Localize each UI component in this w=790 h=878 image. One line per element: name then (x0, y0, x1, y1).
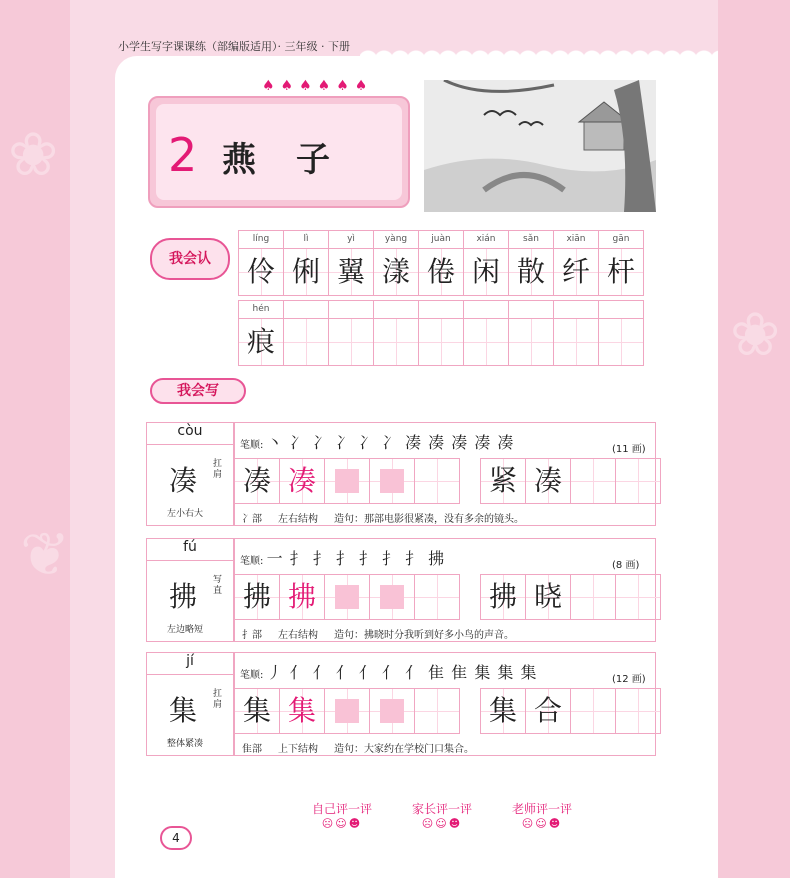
pinyin: sǎn (509, 231, 553, 249)
face-icons[interactable]: ☹☺☻ (521, 817, 563, 830)
stroke-order (240, 430, 514, 453)
char-cell (553, 230, 599, 296)
char-info (242, 626, 514, 641)
pinyin: xián (464, 231, 508, 249)
teacher-evaluation[interactable] (502, 800, 582, 830)
stroke-sequence: 丶 冫 冫 冫 冫 冫 凑 凑 凑 凑 凑 (266, 433, 515, 452)
character: 漾 (374, 249, 418, 295)
stroke-count: (12 画) (612, 674, 646, 685)
blank-cell[interactable] (570, 574, 616, 620)
stroke-sequence: 一 扌 扌 扌 扌 扌 扌 拂 (266, 549, 446, 568)
character: 伶 (239, 249, 283, 295)
char-model-box (146, 538, 234, 642)
page-number: 4 (160, 826, 192, 850)
pinyin: yì (329, 231, 373, 249)
practice-cell: 集 (279, 688, 325, 734)
example-sentence: 造句：大家约在学校门口集合。 (334, 744, 474, 755)
teacher-evaluation-label: 老师评一评 (511, 802, 572, 816)
self-evaluation-label: 自己评一评 (311, 802, 372, 816)
char-cell (463, 230, 509, 296)
pinyin: xiān (554, 231, 598, 249)
word-cell: 合 (525, 688, 571, 734)
pinyin: gān (599, 231, 643, 249)
stroke-label: 笔顺: (240, 440, 264, 451)
radical: 扌部 (242, 630, 262, 641)
blank-cell[interactable] (570, 458, 616, 504)
character[interactable] (464, 319, 508, 365)
practice-cell: 凑 (279, 458, 325, 504)
trace-cell[interactable] (369, 574, 415, 620)
char-cell (238, 300, 284, 366)
char-cell (418, 300, 464, 366)
pinyin (554, 301, 598, 319)
structure: 左右结构 (278, 630, 318, 641)
char-cell (598, 300, 644, 366)
model-character: 凑 (169, 464, 198, 497)
char-model-box (146, 422, 234, 526)
char-cell (598, 230, 644, 296)
structure: 上下结构 (278, 744, 318, 755)
practice-cell: 集 (234, 688, 280, 734)
char-model-box (146, 652, 234, 756)
character: 纤 (554, 249, 598, 295)
pinyin (284, 301, 328, 319)
char-cell (508, 230, 554, 296)
character: 散 (509, 249, 553, 295)
hint-side: 扛肩 (213, 689, 223, 710)
model-character: 拂 (169, 580, 198, 613)
write-badge (150, 378, 246, 404)
char-cell (508, 300, 554, 366)
word-cell: 紧 (480, 458, 526, 504)
trace-cell[interactable] (369, 688, 415, 734)
hint-bottom: 左小右大 (167, 509, 204, 519)
blank-cell[interactable] (615, 688, 661, 734)
blank-cell[interactable] (615, 574, 661, 620)
char-cell (373, 230, 419, 296)
character: 倦 (419, 249, 463, 295)
blank-cell[interactable] (414, 458, 460, 504)
char-cell (328, 230, 374, 296)
blank-cell[interactable] (414, 688, 460, 734)
swallows-illustration (424, 80, 656, 212)
face-icons[interactable]: ☹☺☻ (421, 817, 463, 830)
character[interactable] (509, 319, 553, 365)
face-icons[interactable]: ☹☺☻ (321, 817, 363, 830)
stroke-order (240, 660, 538, 683)
hint-side: 扛肩 (213, 459, 223, 480)
model-character: 集 (169, 694, 198, 727)
character: 翼 (329, 249, 373, 295)
pinyin (419, 301, 463, 319)
word-cell: 凑 (525, 458, 571, 504)
lesson-number: 2 (168, 128, 198, 182)
lesson-title: 燕子 (222, 140, 370, 180)
parent-evaluation-label: 家长评一评 (411, 802, 472, 816)
pinyin: yàng (374, 231, 418, 249)
char-cell (328, 300, 374, 366)
pinyin: fú (147, 539, 233, 561)
practice-cell: 凑 (234, 458, 280, 504)
pinyin (374, 301, 418, 319)
stroke-count: (8 画) (612, 560, 640, 571)
recognize-row-1 (238, 230, 643, 296)
pinyin: jí (147, 653, 233, 675)
pinyin (599, 301, 643, 319)
practice-grid (234, 458, 660, 504)
character: 俐 (284, 249, 328, 295)
blank-cell[interactable] (414, 574, 460, 620)
pinyin (329, 301, 373, 319)
parent-evaluation[interactable] (402, 800, 482, 830)
blank-cell[interactable] (615, 458, 661, 504)
pinyin: hén (239, 301, 283, 319)
hint-bottom: 左边略短 (167, 625, 204, 635)
char-cell (553, 300, 599, 366)
blank-cell[interactable] (570, 688, 616, 734)
stroke-label: 笔顺: (240, 556, 264, 567)
bg-flourish: ❦ (20, 520, 71, 590)
char-info (242, 510, 524, 525)
recognize-badge-label: 我会认 (169, 251, 211, 267)
char-cell (283, 230, 329, 296)
bg-flourish: ❀ (730, 300, 781, 370)
radical: 冫部 (242, 514, 262, 525)
stroke-sequence: 丿 亻 亻 亻 亻 亻 亻 隹 隹 集 集 集 (266, 663, 538, 682)
self-evaluation[interactable] (302, 800, 382, 830)
word-cell: 拂 (480, 574, 526, 620)
sprouts-decoration: ♠♠♠♠♠♠ (262, 78, 374, 94)
character[interactable] (329, 319, 373, 365)
character[interactable] (284, 319, 328, 365)
char-cell (418, 230, 464, 296)
char-info (242, 740, 474, 755)
stroke-order (240, 546, 445, 569)
pinyin (509, 301, 553, 319)
character[interactable] (419, 319, 463, 365)
example-sentence: 造句：那部电影很紧凑，没有多余的镜头。 (334, 514, 524, 525)
stroke-label: 笔顺: (240, 670, 264, 681)
character[interactable] (599, 319, 643, 365)
pinyin: líng (239, 231, 283, 249)
practice-cell: 拂 (279, 574, 325, 620)
recognize-row-2 (238, 300, 643, 366)
stroke-count: (11 画) (612, 444, 646, 455)
character: 闲 (464, 249, 508, 295)
word-cell: 集 (480, 688, 526, 734)
char-cell (238, 230, 284, 296)
trace-cell[interactable] (324, 688, 370, 734)
practice-cell: 拂 (234, 574, 280, 620)
pinyin (464, 301, 508, 319)
radical: 隹部 (242, 744, 262, 755)
character[interactable] (374, 319, 418, 365)
practice-grid (234, 574, 660, 620)
hint-side: 写直 (213, 575, 223, 596)
pinyin: juàn (419, 231, 463, 249)
example-sentence: 造句：拂晓时分我听到好多小鸟的声音。 (334, 630, 514, 641)
practice-grid (234, 688, 660, 734)
structure: 左右结构 (278, 514, 318, 525)
character[interactable] (554, 319, 598, 365)
word-cell: 晓 (525, 574, 571, 620)
recognize-badge (150, 238, 230, 280)
write-badge-label: 我会写 (177, 383, 219, 399)
hint-bottom: 整体紧凑 (167, 739, 204, 749)
trace-cell[interactable] (324, 574, 370, 620)
pinyin: còu (147, 423, 233, 445)
trace-cell[interactable] (324, 458, 370, 504)
page-header: 小学生写字课课练（部编版适用）· 三年级 · 下册 (118, 40, 350, 53)
character: 杆 (599, 249, 643, 295)
bg-flourish: ❀ (8, 120, 59, 190)
trace-cell[interactable] (369, 458, 415, 504)
pinyin: lì (284, 231, 328, 249)
character: 痕 (239, 319, 283, 365)
char-cell (283, 300, 329, 366)
char-cell (463, 300, 509, 366)
char-cell (373, 300, 419, 366)
